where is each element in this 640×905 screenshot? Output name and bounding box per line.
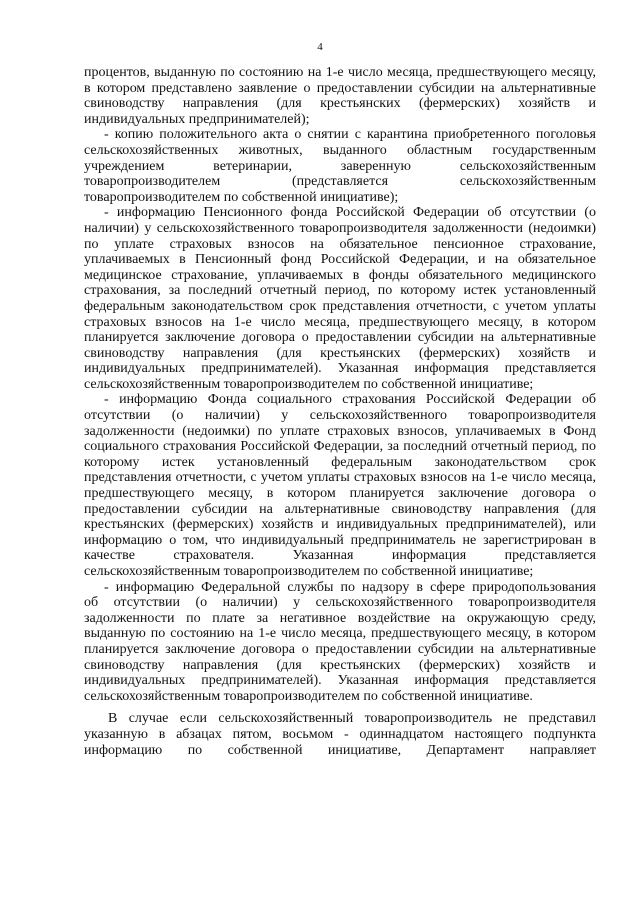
text-line: уплачиваемых в Пенсионный фонд Российской Федерации, и на обязательное <box>84 252 596 268</box>
text-line: сельскохозяйственным товаропроизводителем по собственной инициативе; <box>84 564 534 579</box>
document-body <box>84 65 596 758</box>
text-line: предшествующего месяцу, в котором планируется заключение договора о <box>84 486 596 502</box>
text-line: страховых взносов на 1-е число месяца, предшествующего месяцу, в котором <box>84 314 596 330</box>
paragraph-social-insurance-fund <box>84 392 596 579</box>
text-line: медицинское страхование, уплачиваемых в фонды обязательного медицинского <box>84 267 596 283</box>
text-line: выданную по состоянию на 1-е число месяца, предшествующего месяцу, в котором <box>84 626 596 642</box>
text-line: индивидуальных предпринимателей). Указанная информация представляется <box>84 673 596 689</box>
text-line: сельскохозяйственным товаропроизводителем по собственной инициативе; <box>84 376 534 392</box>
text-line: - информацию Пенсионного фонда Российской Федерации об отсутствии (о <box>104 205 596 221</box>
text-line: свиноводству направления (для крестьянских (фермерских) хозяйств и <box>84 96 596 112</box>
text-line: задолженности по плате за негативное воздействие на окружающую среду, <box>84 610 596 626</box>
text-line: отсутствии (о наличии) у сельскохозяйственного товаропроизводителя <box>84 408 596 424</box>
text-line: указанную в абзацах пятом, восьмом - одиннадцатом настоящего подпункта <box>84 726 596 742</box>
page-number: 4 <box>317 41 323 53</box>
text-line: В случае если сельскохозяйственный товаропроизводитель не представил <box>108 711 596 727</box>
text-line: - информацию Федеральной службы по надзору в сфере природопользования <box>104 579 596 595</box>
text-line: страхования, за последний отчетный период, по которому истек установленный <box>84 283 596 299</box>
text-line: планируется заключение договора о предоставлении субсидии на альтернативные <box>84 641 596 657</box>
text-line: по уплате страховых взносов на обязательное пенсионное страхование, <box>84 236 596 252</box>
paragraph-spacer <box>84 704 596 711</box>
text-line: задолженности (недоимки) по уплате страховых взносов, уплачиваемых в Фонд <box>84 423 596 439</box>
text-line: федеральным законодательством срок представления отчетности, с учетом уплаты <box>84 298 596 314</box>
text-line: индивидуальных предпринимателей); <box>84 111 310 127</box>
text-line: предоставлении субсидии на альтернативные свиноводству направления (для <box>84 501 596 517</box>
text-line: товаропроизводителем (представляется сельскохозяйственным <box>84 174 596 190</box>
text-line: товаропроизводителем по собственной инициативе); <box>84 189 399 205</box>
paragraph-interest-continuation <box>84 65 596 127</box>
text-line: качестве страхователя. Указанная информация представляется <box>84 548 596 564</box>
text-line: процентов, выданную по состоянию на 1-е число месяца, предшествующего месяцу, <box>84 65 596 80</box>
text-line: свиноводству направления (для крестьянских (фермерских) хозяйств и <box>84 345 596 361</box>
text-line: наличии) у сельскохозяйственного товаропроизводителя задолженности (недоимки) <box>84 220 596 236</box>
text-line: - информацию Фонда социального страхования Российской Федерации об <box>104 392 596 408</box>
text-line: планируется заключение договора о предоставлении субсидии на альтернативные <box>84 330 596 346</box>
text-line: информацию по собственной инициативе, Департамент направляет <box>84 742 596 758</box>
text-line: об отсутствии (о наличии) у сельскохозяйственного товаропроизводителя <box>84 595 596 611</box>
text-line: крестьянских (фермерских) хозяйств и индивидуальных предпринимателей), или <box>84 517 596 533</box>
text-line: учреждением ветеринарии, заверенную сельскохозяйственным <box>84 158 596 174</box>
text-line: в котором представлено заявление о предоставлении субсидии на альтернативные <box>84 80 596 96</box>
text-line: свиноводству направления (для крестьянских (фермерских) хозяйств и <box>84 657 596 673</box>
paragraph-department-request <box>84 711 596 758</box>
text-line: - копию положительного акта о снятии с карантина приобретенного поголовья <box>104 127 596 143</box>
text-line: которому истек установленный федеральным законодательством срок <box>84 454 596 470</box>
paragraph-quarantine-act <box>84 127 596 205</box>
text-line: представления отчетности, с учетом уплаты страховых взносов на 1-е число месяца, <box>84 470 596 486</box>
text-line: социального страхования Российской Федерации, за последний отчетный период, по <box>84 439 596 455</box>
paragraph-pension-fund <box>84 205 596 392</box>
text-line: сельскохозяйственным товаропроизводителем по собственной инициативе. <box>84 688 533 704</box>
paragraph-environmental-service <box>84 580 596 705</box>
text-line: сельскохозяйственных животных, выданного областным государственным <box>84 142 596 158</box>
text-line: информацию о том, что индивидуальный предприниматель не зарегистрирован в <box>84 532 596 548</box>
text-line: индивидуальных предпринимателей). Указанная информация представляется <box>84 361 596 377</box>
